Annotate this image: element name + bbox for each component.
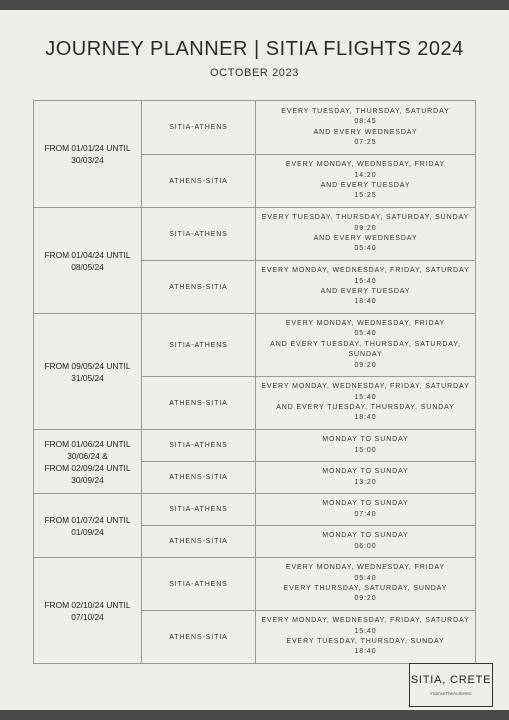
period-line: 30/03/24 (71, 155, 104, 165)
period-cell (34, 430, 142, 493)
period-cell (34, 314, 142, 429)
route-cell: SITIA-ATHENS (142, 101, 256, 154)
route-row (142, 314, 475, 376)
schedule-line: EVERY MONDAY, WEDNESDAY, FRIDAY, SATURDAY (261, 617, 470, 625)
period-block (33, 557, 476, 664)
route-row (142, 154, 475, 207)
period-block (33, 313, 476, 430)
period-line: 30/06/24 & (67, 450, 108, 461)
route-cell: ATHENS-SITIA (142, 611, 256, 663)
badge-tagline: #SenseTheAuthentic (430, 691, 472, 696)
period-block (33, 100, 476, 208)
schedule-line: 14:20 (354, 171, 377, 179)
schedule-line: EVERY MONDAY, WEDNESDAY, FRIDAY (285, 319, 446, 327)
period-line: 01/09/24 (71, 526, 104, 537)
schedule-line: EVERY MONDAY, WEDNESDAY, FRIDAY, SATURDAY (261, 267, 470, 275)
schedule-line: AND EVERY TUESDAY, THURSDAY, SUNDAY (276, 404, 455, 411)
period-block (33, 207, 476, 314)
period-cell (34, 101, 142, 207)
period-line: FROM 01/07/24 UNTIL (44, 514, 131, 525)
schedule-line: 18:40 (354, 648, 377, 656)
schedule-line: AND EVERY WEDNESDAY (313, 128, 418, 136)
schedule-line: 09:20 (354, 361, 377, 369)
schedule-cell (256, 558, 475, 610)
schedule-line: EVERY TUESDAY, THURSDAY, SUNDAY (286, 638, 445, 645)
period-line: FROM 01/06/24 UNTIL (44, 438, 131, 449)
route-row (142, 525, 475, 557)
schedule-line: MONDAY TO SUNDAY (322, 468, 409, 476)
schedule-cell (256, 314, 475, 376)
route-cell: SITIA-ATHENS (142, 208, 256, 260)
schedule-line: 15:25 (354, 192, 377, 200)
period-line: FROM 01/04/24 UNTIL (44, 249, 131, 260)
schedule-line: AND EVERY TUESDAY (320, 182, 411, 189)
period-line: FROM 02/10/24 UNTIL (44, 599, 131, 610)
schedule-cell (256, 101, 475, 154)
route-row (142, 430, 475, 461)
schedule-line: 13:20 (354, 478, 377, 486)
period-cell (34, 494, 142, 557)
page-title: JOURNEY PLANNER | SITIA FLIGHTS 2024 (45, 38, 464, 60)
schedule-table (33, 101, 476, 664)
route-cell: SITIA-ATHENS (142, 314, 256, 376)
schedule-line: 05:40 (354, 245, 377, 253)
schedule-line: 15:00 (354, 446, 377, 454)
page-subtitle: OCTOBER 2023 (210, 67, 299, 79)
route-cell: SITIA-ATHENS (142, 558, 256, 610)
route-row (142, 558, 475, 610)
schedule-line: EVERY TUESDAY, THURSDAY, SATURDAY, SUNDAY (261, 214, 470, 222)
schedule-line: EVERY MONDAY, WEDNESDAY, FRIDAY, SATURDAY (261, 383, 470, 391)
route-cell: SITIA-ATHENS (142, 494, 256, 525)
schedule-line: 09:20 (354, 224, 377, 232)
schedule-line: AND EVERY TUESDAY (320, 288, 411, 295)
schedule-line: 15:40 (354, 277, 377, 285)
badge-title: SITIA, CRETE (410, 674, 492, 686)
route-row (142, 376, 475, 429)
period-cell (34, 208, 142, 313)
schedule-line: SUNDAY (348, 351, 383, 359)
period-line: 07/10/24 (71, 611, 104, 622)
period-line: FROM 02/09/24 UNTIL (44, 462, 131, 473)
schedule-line: EVERY THURSDAY, SATURDAY, SUNDAY (283, 585, 448, 592)
schedule-line: AND EVERY WEDNESDAY (313, 235, 418, 242)
schedule-line: 18:40 (354, 414, 377, 422)
route-cell: SITIA-ATHENS (142, 430, 256, 461)
schedule-cell (256, 494, 475, 525)
schedule-line: EVERY MONDAY, WEDNESDAY, FRIDAY (285, 564, 446, 572)
route-row (142, 101, 475, 154)
schedule-line: MONDAY TO SUNDAY (322, 436, 409, 444)
period-block (33, 429, 476, 494)
schedule-line: 08:45 (354, 118, 377, 126)
period-line: 31/05/24 (71, 372, 104, 383)
schedule-cell (256, 155, 475, 207)
route-row (142, 461, 475, 493)
schedule-line: 07:25 (354, 138, 377, 146)
schedule-cell (256, 611, 475, 663)
route-cell: ATHENS-SITIA (142, 261, 256, 313)
route-cell: ATHENS-SITIA (142, 462, 256, 493)
period-line: FROM 01/01/24 UNTIL (44, 143, 131, 153)
schedule-line: 05:40 (354, 574, 377, 582)
page (0, 10, 509, 710)
schedule-line: EVERY TUESDAY, THURSDAY, SATURDAY (281, 107, 450, 115)
schedule-line: AND EVERY TUESDAY, THURSDAY, SATURDAY, (270, 340, 461, 348)
period-cell (34, 558, 142, 663)
schedule-line: EVERY MONDAY, WEDNESDAY, FRIDAY (285, 161, 446, 169)
route-cell: ATHENS-SITIA (142, 526, 256, 557)
schedule-line: MONDAY TO SUNDAY (322, 532, 409, 540)
schedule-cell (256, 526, 475, 557)
route-row (142, 208, 475, 260)
route-cell: ATHENS-SITIA (142, 377, 256, 429)
route-row (142, 494, 475, 525)
schedule-line: MONDAY TO SUNDAY (322, 500, 409, 508)
schedule-line: 15:40 (354, 393, 377, 401)
sitia-crete-badge (409, 663, 493, 707)
schedule-line: 06:00 (354, 542, 377, 550)
schedule-line: 18:40 (354, 298, 377, 306)
schedule-cell (256, 377, 475, 429)
route-row (142, 610, 475, 663)
route-cell: ATHENS-SITIA (142, 155, 256, 207)
period-line: 08/05/24 (71, 261, 104, 272)
schedule-line: 05:40 (354, 330, 377, 338)
schedule-cell (256, 430, 475, 461)
schedule-cell (256, 462, 475, 493)
schedule-line: 07:40 (354, 510, 377, 518)
period-block (33, 493, 476, 558)
schedule-cell (256, 261, 475, 313)
schedule-line: 15:40 (354, 627, 377, 635)
route-row (142, 260, 475, 313)
period-line: FROM 09/05/24 UNTIL (44, 360, 131, 371)
schedule-cell (256, 208, 475, 260)
period-line: 30/09/24 (71, 474, 104, 485)
schedule-line: 09:20 (354, 595, 377, 603)
